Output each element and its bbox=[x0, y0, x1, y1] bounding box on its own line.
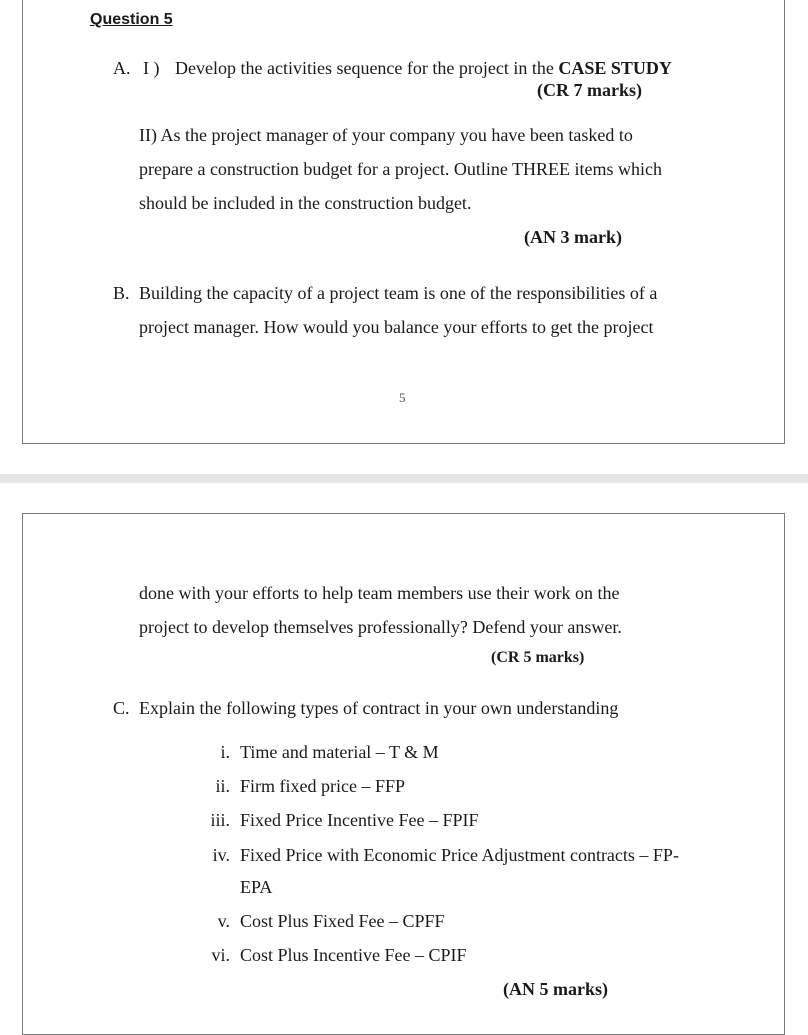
contract-item-text: Cost Plus Incentive Fee – CPIF bbox=[240, 945, 467, 965]
part-c-intro: Explain the following types of contract in your own understanding bbox=[139, 698, 619, 718]
part-a2-line-3: should be included in the construction budget. bbox=[139, 193, 472, 213]
part-a1-marks: (CR 7 marks) bbox=[537, 80, 642, 100]
contract-item-num: i. bbox=[220, 742, 230, 762]
part-b-marks: (CR 5 marks) bbox=[491, 649, 585, 666]
case-study-emphasis: CASE STUDY bbox=[558, 58, 672, 78]
part-a1-label: I ) bbox=[143, 58, 160, 78]
part-b-line-2: project manager. How would you balance your efforts to get the project bbox=[139, 317, 654, 337]
contract-item-num: vi. bbox=[211, 945, 230, 965]
part-a1-text: Develop the activities sequence for the project in the CASE STUDY bbox=[175, 58, 672, 78]
part-b-line-3: done with your efforts to help team members use their work on the bbox=[139, 583, 620, 603]
part-a-label: A. bbox=[113, 58, 131, 78]
part-b-line-1: Building the capacity of a project team is one of the responsibilities of a bbox=[139, 283, 658, 303]
contract-item-text: Fixed Price with Economic Price Adjustment contracts – FP- bbox=[240, 845, 679, 865]
question-heading: Question 5 bbox=[90, 11, 173, 28]
part-a2-line-1: II) As the project manager of your company you have been tasked to bbox=[139, 125, 633, 145]
part-c-label: C. bbox=[113, 698, 130, 718]
contract-item-text: Time and material – T & M bbox=[240, 742, 439, 762]
part-b-label: B. bbox=[113, 283, 130, 303]
contract-item-num: iii. bbox=[210, 810, 230, 830]
contract-item-num: iv. bbox=[212, 845, 230, 865]
part-a2-line-2: prepare a construction budget for a project. Outline THREE items which bbox=[139, 159, 663, 179]
page-number: 5 bbox=[399, 390, 406, 405]
contract-item-text-cont: EPA bbox=[240, 877, 273, 897]
contract-item-num: ii. bbox=[215, 776, 230, 796]
part-a2-marks: (AN 3 mark) bbox=[524, 227, 622, 247]
contract-item-num: v. bbox=[217, 911, 230, 931]
part-b-line-4: project to develop themselves professionally? Defend your answer. bbox=[139, 617, 622, 637]
part-c-marks: (AN 5 marks) bbox=[503, 979, 608, 999]
page-separator bbox=[0, 474, 808, 483]
contract-item-text: Firm fixed price – FFP bbox=[240, 776, 405, 796]
contract-item-text: Cost Plus Fixed Fee – CPFF bbox=[240, 911, 445, 931]
contract-item-text: Fixed Price Incentive Fee – FPIF bbox=[240, 810, 479, 830]
